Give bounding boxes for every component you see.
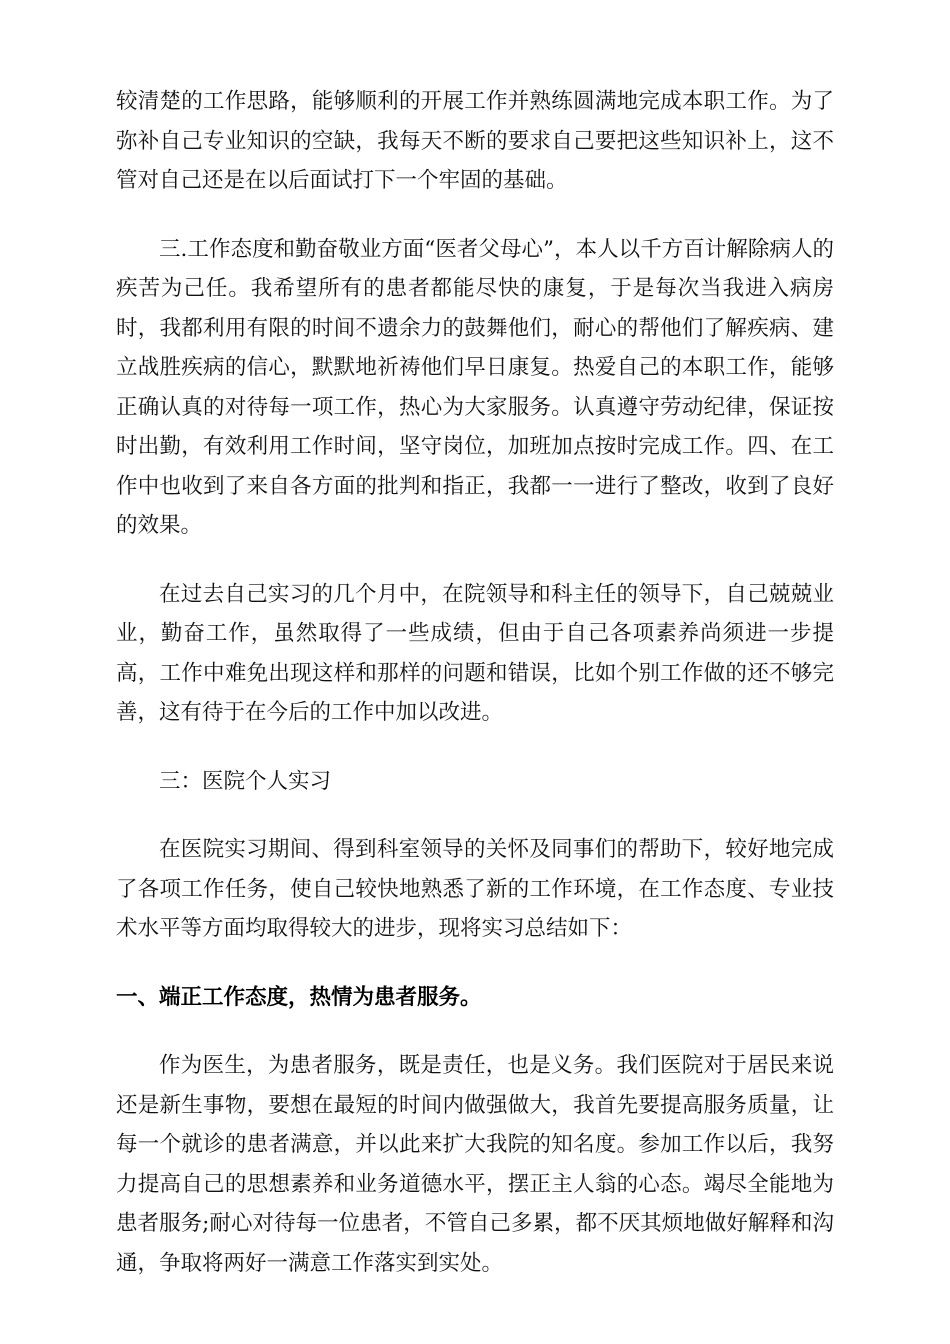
paragraph-continuation: 较清楚的工作思路，能够顺利的开展工作并熟练圆满地完成本职工作。为了弥补自己专业知识的空缺，我每天不断的要求自己要把这些知识补上，这不管对自己还是在以后面试打下一个牢固的基础。 xyxy=(116,89,834,193)
document-page xyxy=(116,82,834,1312)
section-title-hospital-internship: 三：医院个人实习 xyxy=(159,768,332,794)
heading-correct-attitude: 一、端正工作态度，热情为患者服务。 xyxy=(116,984,482,1010)
paragraph-internship-intro: 在医院实习期间、得到科室领导的关怀及同事们的帮助下，较好地完成了各项工作任务，使自己较快地熟悉了新的工作环境，在工作态度、专业技术水平等方面均取得较大的进步，现将实习总结如下： xyxy=(116,837,834,941)
paragraph-past-months: 在过去自己实习的几个月中，在院领导和科主任的领导下，自己兢兢业业，勤奋工作，虽然取得了一些成绩，但由于自己各项素养尚须进一步提高，工作中难免出现这样和那样的问题和错误，比如个别工作做的还不够完善，这有待于在今后的工作中加以改进。 xyxy=(116,581,834,725)
paragraph-serve-patients: 作为医生，为患者服务，既是责任，也是义务。我们医院对于居民来说还是新生事物，要想在最短的时间内做强做大，我首先要提高服务质量，让每一个就诊的患者满意，并以此来扩大我院的知名度。参加工作以后，我努力提高自己的思想素养和业务道德水平，摆正主人翁的心态。竭尽全能地为患者服务;耐心对待每一位患者，不管自己多累，都不厌其烦地做好解释和沟通，争取将两好一满意工作落实到实处。 xyxy=(116,1053,834,1276)
paragraph-work-attitude: 三.工作态度和勤奋敬业方面“医者父母心”，本人以千方百计解除病人的疾苦为己任。我希望所有的患者都能尽快的康复，于是每次当我进入病房时，我都利用有限的时间不遗余力的鼓舞他们，耐心的帮他们了解疾病、建立战胜疾病的信心，默默地祈祷他们早日康复。热爱自己的本职工作，能够正确认真的对待每一项工作，热心为大家服务。认真遵守劳动纪律，保证按时出勤，有效利用工作时间，坚守岗位，加班加点按时完成工作。四、在工作中也收到了来自各方面的批判和指正，我都一一进行了整改，收到了良好的效果。 xyxy=(116,236,834,538)
